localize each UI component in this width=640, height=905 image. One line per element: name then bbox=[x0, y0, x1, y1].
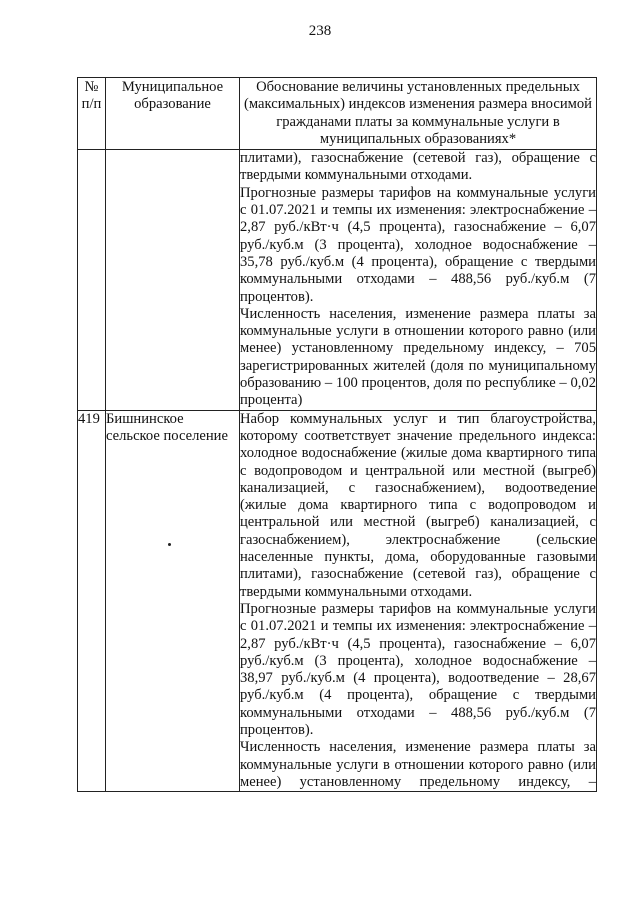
row-num bbox=[78, 150, 106, 410]
row-num: 419 bbox=[78, 410, 106, 792]
table-row bbox=[78, 150, 597, 410]
municipal-index-table bbox=[77, 77, 597, 792]
justification-paragraph: Численность населения, изменение размера платы за коммунальные услуги в отношении которого равно (или менее) установленному предельному индексу, – 705 зарегистрированных жителей (доля по муниципальному образованию – 100 процентов, доля по республике – 0,02 процента) bbox=[240, 305, 596, 409]
justification-paragraph: Численность населения, изменение размера платы за коммунальные услуги в отношении которого равно (или менее) установленному предельному индексу, – bbox=[240, 739, 596, 790]
row-justification bbox=[240, 150, 597, 410]
header-num: № п/п bbox=[78, 78, 106, 150]
scan-speck bbox=[168, 543, 171, 546]
header-municipality: Муниципальное образование bbox=[106, 78, 240, 150]
header-justification: Обоснование величины установленных предельных (максимальных) индексов изменения размера вносимой гражданами платы за коммунальные услуги в муниципальных образованиях* bbox=[240, 78, 597, 150]
justification-paragraph: плитами), газоснабжение (сетевой газ), обращение с твердыми коммунальными отходами. bbox=[240, 150, 596, 184]
justification-paragraph: Набор коммунальных услуг и тип благоустройства, которому соответствует значение предельного индекса: холодное водоснабжение (жилые дома квартирного типа с водопроводом и центральной или местной (выгреб) канализацией, с газоснабжением), водоотведение (жилые дома квартирного типа с водопроводом и центральной или местной (выгреб) канализацией, с газоснабжением), электроснабжение (сельские населенные пункты, дома, оборудованные газовыми плитами), газоснабжение (сетевой газ), обращение с твердыми коммунальными отходами. bbox=[240, 410, 596, 600]
page-number: 238 bbox=[308, 23, 332, 39]
row-municipality: Бишнинское сельское поселение bbox=[106, 410, 240, 792]
row-justification bbox=[240, 410, 597, 792]
table-header-row bbox=[78, 78, 597, 150]
justification-paragraph: Прогнозные размеры тарифов на коммунальные услуги с 01.07.2021 и темпы их изменения: электроснабжение – 2,87 руб./кВт·ч (4,5 процента), газоснабжение – 6,07 руб./куб.м (3 процента), холодное водоснабжение – 38,97 руб./куб.м (4 процента), водоотведение – 28,67 руб./куб.м (4 процента), обращение с твердыми коммунальными отходами – 488,56 руб./куб.м (7 процентов). bbox=[240, 600, 596, 738]
table-row bbox=[78, 410, 597, 792]
row-municipality bbox=[106, 150, 240, 410]
justification-paragraph: Прогнозные размеры тарифов на коммунальные услуги с 01.07.2021 и темпы их изменения: электроснабжение – 2,87 руб./кВт·ч (4,5 процента), газоснабжение – 6,07 руб./куб.м (3 процента), холодное водоснабжение – 35,78 руб./куб.м (4 процента), обращение с твердыми коммунальными отходами – 488,56 руб./куб.м (7 процентов). bbox=[240, 184, 596, 305]
